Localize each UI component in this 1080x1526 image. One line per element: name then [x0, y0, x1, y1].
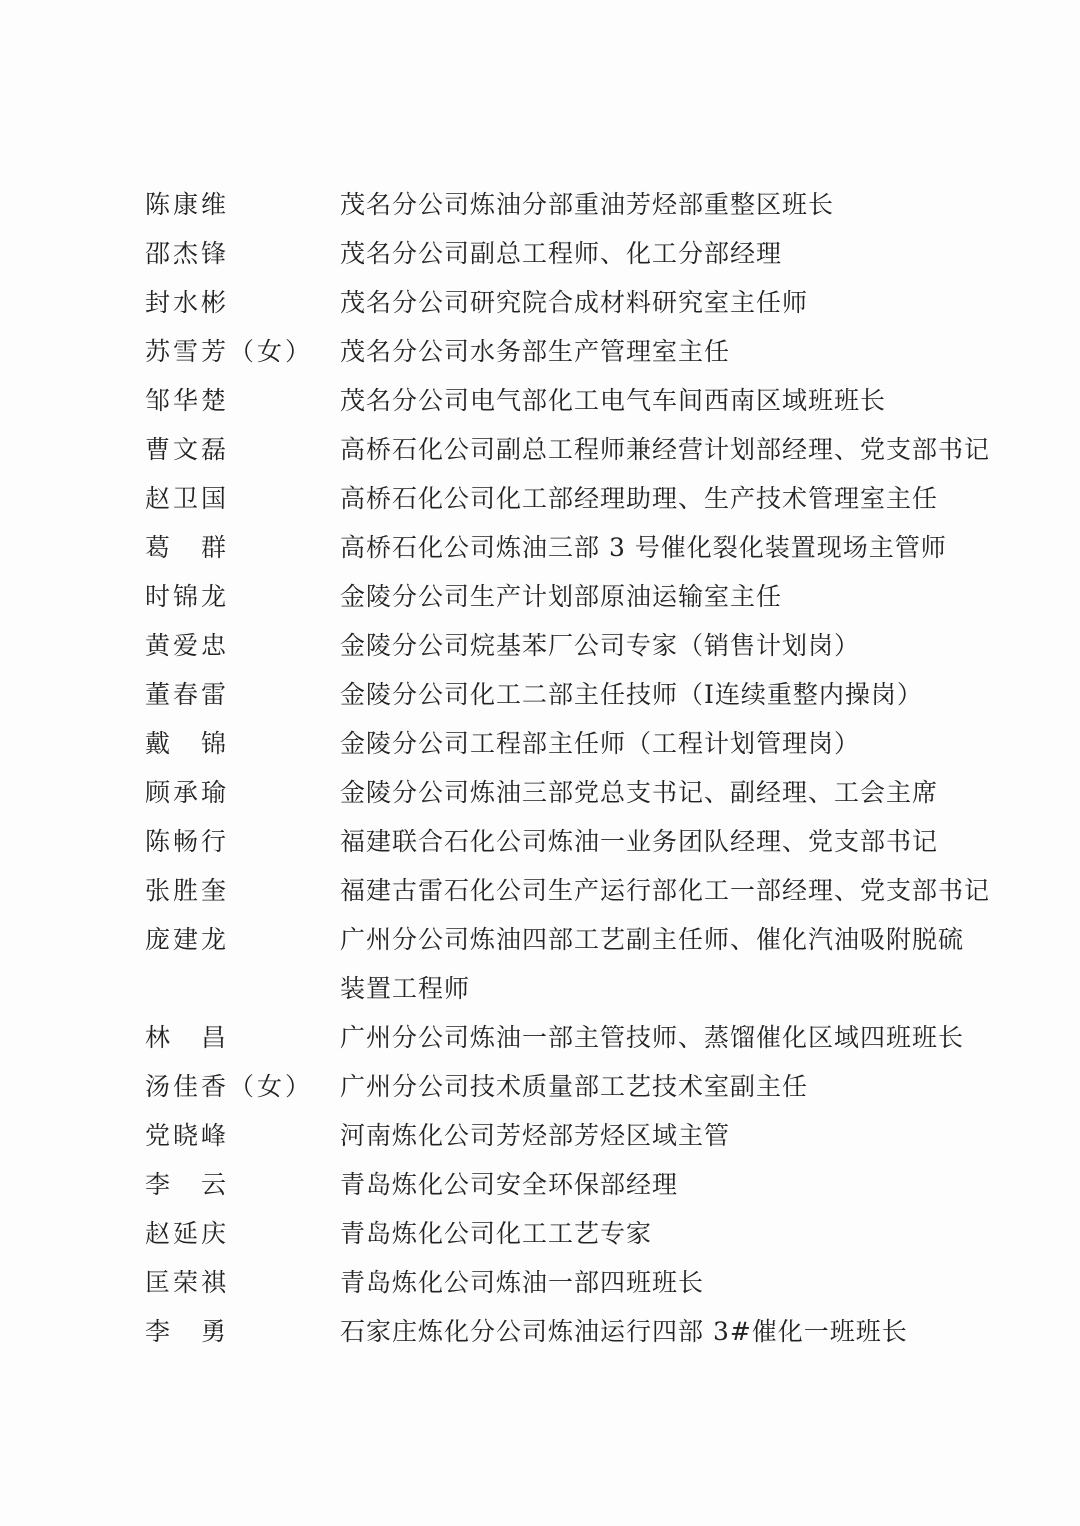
person-name: 庞建龙 — [145, 925, 230, 954]
person-name: 邵杰锋 — [145, 239, 230, 268]
person-name: 陈畅行 — [145, 827, 230, 856]
list-item — [0, 1307, 1080, 1356]
list-item — [0, 1209, 1080, 1258]
person-title: 石家庄炼化分公司炼油运行四部 3#催化一班班长 — [340, 1317, 908, 1346]
person-name: 董春雷 — [145, 680, 230, 709]
person-name: 黄爱忠 — [145, 631, 230, 660]
person-title: 河南炼化公司芳烃部芳烃区域主管 — [340, 1121, 731, 1150]
person-title: 福建古雷石化公司生产运行部化工一部经理、党支部书记 — [340, 876, 991, 905]
person-name: 汤佳香（女） — [145, 1072, 314, 1101]
person-title: 青岛炼化公司安全环保部经理 — [340, 1170, 679, 1199]
list-item — [0, 229, 1080, 278]
list-item — [0, 866, 1080, 915]
person-name: 赵延庆 — [145, 1219, 230, 1248]
person-name: 林 昌 — [145, 1023, 230, 1052]
list-item — [0, 474, 1080, 523]
person-name: 陈康维 — [145, 190, 230, 219]
person-name: 苏雪芳（女） — [145, 337, 314, 366]
list-item — [0, 1160, 1080, 1209]
list-item — [0, 621, 1080, 670]
person-name: 时锦龙 — [145, 582, 230, 611]
list-item — [0, 572, 1080, 621]
list-item — [0, 180, 1080, 229]
person-title: 茂名分公司研究院合成材料研究室主任师 — [340, 288, 809, 317]
person-title: 青岛炼化公司炼油一部四班班长 — [340, 1268, 705, 1297]
list-item — [0, 425, 1080, 474]
person-name: 李 云 — [145, 1170, 230, 1199]
person-title: 高桥石化公司炼油三部 3 号催化裂化装置现场主管师 — [340, 533, 947, 562]
person-name: 邹华楚 — [145, 386, 230, 415]
person-title: 福建联合石化公司炼油一业务团队经理、党支部书记 — [340, 827, 939, 856]
list-item-continuation — [0, 964, 1080, 1013]
list-item — [0, 768, 1080, 817]
person-name: 匡荣祺 — [145, 1268, 230, 1297]
list-item — [0, 817, 1080, 866]
list-item — [0, 376, 1080, 425]
list-item — [0, 1258, 1080, 1307]
person-name: 李 勇 — [145, 1317, 230, 1346]
person-title: 广州分公司炼油一部主管技师、蒸馏催化区域四班班长 — [340, 1023, 965, 1052]
person-title: 青岛炼化公司化工工艺专家 — [340, 1219, 653, 1248]
person-name: 封水彬 — [145, 288, 230, 317]
person-title: 广州分公司炼油四部工艺副主任师、催化汽油吸附脱硫 — [340, 925, 965, 954]
person-name: 顾承瑜 — [145, 778, 230, 807]
person-title: 装置工程师 — [340, 974, 471, 1003]
list-item — [0, 915, 1080, 964]
person-title: 高桥石化公司化工部经理助理、生产技术管理室主任 — [340, 484, 939, 513]
person-name: 戴 锦 — [145, 729, 230, 758]
person-title: 金陵分公司化工二部主任技师（Ⅰ连续重整内操岗） — [340, 680, 923, 709]
person-name: 葛 群 — [145, 533, 230, 562]
person-title: 茂名分公司电气部化工电气车间西南区域班班长 — [340, 386, 887, 415]
person-title: 金陵分公司炼油三部党总支书记、副经理、工会主席 — [340, 778, 939, 807]
person-title: 金陵分公司烷基苯厂公司专家（销售计划岗） — [340, 631, 861, 660]
list-item — [0, 719, 1080, 768]
list-item — [0, 523, 1080, 572]
person-name: 赵卫国 — [145, 484, 230, 513]
personnel-list — [0, 180, 1080, 1356]
person-title: 金陵分公司工程部主任师（工程计划管理岗） — [340, 729, 861, 758]
list-item — [0, 1062, 1080, 1111]
person-name: 张胜奎 — [145, 876, 230, 905]
list-item — [0, 278, 1080, 327]
list-item — [0, 1111, 1080, 1160]
person-title: 广州分公司技术质量部工艺技术室副主任 — [340, 1072, 809, 1101]
list-item — [0, 327, 1080, 376]
person-title: 茂名分公司副总工程师、化工分部经理 — [340, 239, 783, 268]
person-title: 茂名分公司水务部生产管理室主任 — [340, 337, 731, 366]
person-title: 茂名分公司炼油分部重油芳烃部重整区班长 — [340, 190, 835, 219]
person-title: 金陵分公司生产计划部原油运输室主任 — [340, 582, 783, 611]
person-name: 党晓峰 — [145, 1121, 230, 1150]
person-title: 高桥石化公司副总工程师兼经营计划部经理、党支部书记 — [340, 435, 991, 464]
list-item — [0, 670, 1080, 719]
person-name: 曹文磊 — [145, 435, 230, 464]
list-item — [0, 1013, 1080, 1062]
